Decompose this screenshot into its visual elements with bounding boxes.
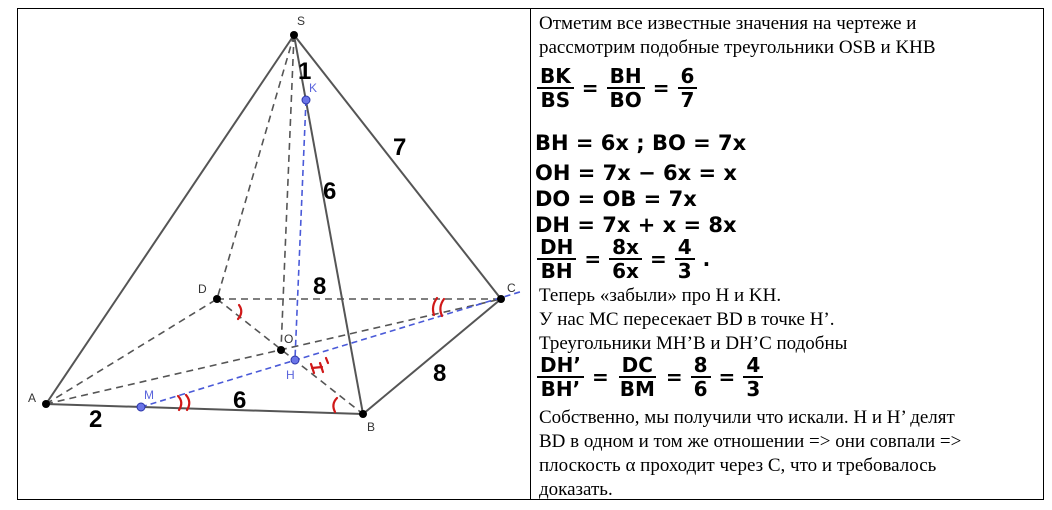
label-a: A — [28, 391, 37, 405]
f2-tail: . — [702, 247, 711, 271]
len-sc: 7 — [393, 134, 407, 161]
f3-c-num: 8 — [691, 354, 711, 378]
len-ob: 8 — [313, 273, 327, 300]
solution-table — [17, 8, 1044, 500]
f2-c-num: 4 — [675, 236, 695, 260]
text-line-5: Треугольники MH’B и DH’C подобны — [539, 333, 848, 354]
eq-sign: = — [584, 247, 602, 271]
point-b — [359, 410, 367, 418]
text-line-4: У нас MC пересекает BD в точке H’. — [539, 309, 835, 330]
hand-ratio-1 — [535, 65, 699, 111]
len-mb: 6 — [233, 387, 247, 414]
len-am: 2 — [89, 406, 103, 433]
f3-b-num: DC — [619, 354, 656, 378]
f1-b-num: BH — [607, 65, 645, 89]
text-line-9: доказать. — [539, 479, 613, 500]
pyramid-figure — [18, 9, 530, 499]
f2-a-den: BH — [540, 259, 573, 283]
f2-a-num: DH — [537, 236, 576, 260]
label-c: C — [507, 281, 516, 295]
edge-ac — [46, 299, 501, 404]
len-kb: 6 — [323, 178, 337, 205]
arc-c1 — [433, 298, 437, 315]
edge-ad — [46, 299, 217, 404]
len-sk: 1 — [298, 58, 312, 85]
eq-sign: = — [718, 365, 736, 389]
f1-a-den: BS — [540, 88, 571, 112]
eq-sign: = — [652, 76, 670, 100]
arc-b — [333, 398, 337, 412]
edge-sa — [46, 35, 294, 404]
f2-b-num: 8x — [609, 236, 642, 260]
label-m: M — [144, 388, 154, 402]
f3-d-num: 4 — [743, 354, 763, 378]
label-s: S — [297, 14, 306, 28]
edge-bc — [363, 299, 501, 414]
arc-c2 — [440, 299, 444, 316]
f1-c-num: 6 — [678, 65, 698, 89]
line-kh — [295, 100, 306, 359]
f3-b-den: BM — [619, 377, 655, 401]
label-k: K — [309, 81, 318, 95]
eq-sign: = — [649, 247, 667, 271]
point-d — [213, 295, 221, 303]
text-line-2: рассмотрим подобные треугольники OSB и KHB — [539, 37, 936, 58]
point-h — [291, 356, 299, 364]
len-cb: 8 — [433, 360, 447, 387]
eq-sign: = — [665, 365, 683, 389]
point-a — [42, 400, 50, 408]
f3-c-den: 6 — [693, 377, 708, 401]
label-h-prime: H' — [335, 373, 336, 374]
point-m — [137, 403, 145, 411]
point-o — [277, 346, 285, 354]
label-b: B — [367, 420, 376, 434]
hand-line-5: DH = 7x + x = 8x — [535, 213, 737, 237]
f2-b-den: 6x — [612, 259, 639, 283]
f1-c-den: 7 — [680, 88, 695, 112]
text-line-6: Собственно, мы получили что искали. H и H’ делят — [539, 407, 955, 428]
point-c — [497, 295, 505, 303]
hand-line-4: DO = OB = 7x — [535, 187, 697, 211]
f1-b-den: BO — [609, 88, 642, 112]
text-line-1: Отметим все известные значения на чертеже и — [539, 13, 917, 34]
text-line-7: BD в одном и том же отношении => они совпали => — [539, 431, 962, 452]
f3-a-den: BH’ — [540, 377, 581, 401]
f3-d-den: 3 — [746, 377, 761, 401]
f2-c-den: 3 — [677, 259, 692, 283]
text-cell — [531, 9, 1043, 499]
text-line-8: плоскость α проходит через C, что и требовалось — [539, 455, 937, 476]
arc-d — [238, 305, 241, 319]
hand-line-3: OH = 7x − 6x = x — [535, 161, 737, 185]
f1-a-num: BK — [537, 65, 574, 89]
f3-a-num: DH’ — [537, 354, 584, 378]
label-o: O — [284, 332, 294, 346]
edge-sc — [294, 35, 501, 299]
point-k — [302, 96, 310, 104]
hand-ratio-3 — [535, 354, 765, 400]
eq-sign: = — [591, 365, 609, 389]
edge-sd — [217, 35, 294, 299]
label-d: D — [198, 282, 207, 296]
eq-sign: = — [581, 76, 599, 100]
mark-h-prime — [311, 358, 328, 373]
hand-ratio-2 — [535, 236, 716, 282]
hand-line-2: BH = 6x ; BO = 7x — [535, 131, 747, 155]
figure-cell — [18, 9, 531, 499]
edge-so — [281, 35, 294, 350]
text-line-3: Теперь «забыли» про H и KH. — [539, 285, 782, 306]
label-h: H — [286, 368, 295, 382]
point-s — [290, 31, 298, 39]
